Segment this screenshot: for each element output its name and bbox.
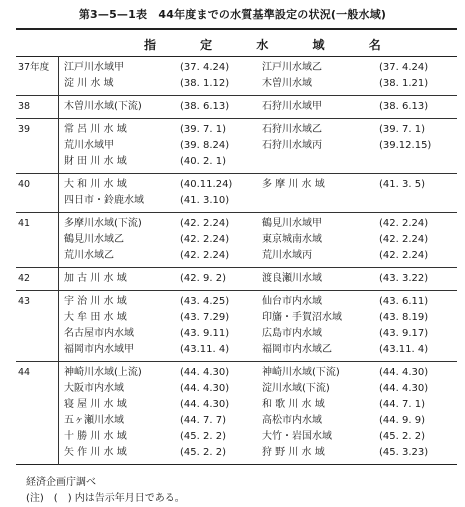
left-notice-date: (39. 8.24) bbox=[180, 140, 230, 151]
table-row bbox=[16, 294, 457, 310]
right-water-area-name: 東京城南水域 bbox=[262, 234, 322, 245]
right-notice-date: (45. 2. 2) bbox=[379, 431, 425, 442]
left-notice-date: (44. 4.30) bbox=[180, 367, 230, 378]
year-group bbox=[16, 174, 457, 213]
table-row bbox=[16, 154, 457, 170]
left-notice-date: (43. 7.29) bbox=[180, 312, 230, 323]
left-water-area-name: 大 牟 田 水 域 bbox=[64, 312, 127, 323]
year-group bbox=[16, 268, 457, 291]
left-notice-date: (40. 2. 1) bbox=[180, 156, 226, 167]
fiscal-year: 40 bbox=[18, 179, 31, 190]
right-water-area-name: 石狩川水域乙 bbox=[262, 124, 322, 135]
column-divider bbox=[58, 56, 59, 465]
table-row bbox=[16, 429, 457, 445]
left-notice-date: (45. 2. 2) bbox=[180, 447, 226, 458]
table-row bbox=[16, 381, 457, 397]
left-water-area-name: 宇 治 川 水 域 bbox=[64, 296, 127, 307]
fiscal-year: 42 bbox=[18, 273, 31, 284]
table-title: 第3—5—1表 44年度までの水質基準設定の状況(一般水域) bbox=[78, 8, 387, 21]
right-notice-date: (42. 2.24) bbox=[379, 218, 429, 229]
left-water-area-name: 財 田 川 水 域 bbox=[64, 156, 127, 167]
left-notice-date: (39. 7. 1) bbox=[180, 124, 226, 135]
footnote: (注) ( ) 内は告示年月日である。 bbox=[26, 493, 185, 504]
source-note: 経済企画庁調べ bbox=[26, 477, 96, 488]
left-notice-date: (42. 9. 2) bbox=[180, 273, 226, 284]
fiscal-year: 43 bbox=[18, 296, 31, 307]
right-notice-date: (38. 1.21) bbox=[379, 78, 429, 89]
right-water-area-name: 淀川水域(下流) bbox=[262, 383, 330, 394]
left-notice-date: (38. 6.13) bbox=[180, 101, 230, 112]
year-group bbox=[16, 213, 457, 268]
left-water-area-name: 鶴見川水域乙 bbox=[64, 234, 124, 245]
right-notice-date: (42. 2.24) bbox=[379, 250, 429, 261]
left-water-area-name: 江戸川水域甲 bbox=[64, 62, 124, 73]
right-water-area-name: 大竹・岩国水域 bbox=[262, 431, 332, 442]
right-water-area-name: 石狩川水域甲 bbox=[262, 101, 322, 112]
right-notice-date: (44. 4.30) bbox=[379, 383, 429, 394]
right-water-area-name: 荒川水域丙 bbox=[262, 250, 312, 261]
left-water-area-name: 荒川水域乙 bbox=[64, 250, 114, 261]
right-water-area-name: 江戸川水域乙 bbox=[262, 62, 322, 73]
table-body bbox=[16, 57, 457, 465]
right-water-area-name: 福岡市内水域乙 bbox=[262, 344, 332, 355]
left-notice-date: (42. 2.24) bbox=[180, 218, 230, 229]
year-group bbox=[16, 291, 457, 362]
right-notice-date: (45. 3.23) bbox=[379, 447, 429, 458]
left-water-area-name: 常 呂 川 水 域 bbox=[64, 124, 127, 135]
left-water-area-name: 加 古 川 水 域 bbox=[64, 273, 127, 284]
table-row bbox=[16, 138, 457, 154]
left-notice-date: (40.11.24) bbox=[180, 179, 233, 190]
table-row bbox=[16, 177, 457, 193]
left-notice-date: (42. 2.24) bbox=[180, 250, 230, 261]
right-notice-date: (43. 9.17) bbox=[379, 328, 429, 339]
header-label: 指 定 水 域 名 bbox=[144, 38, 401, 52]
left-water-area-name: 荒川水域甲 bbox=[64, 140, 114, 151]
table-row bbox=[16, 193, 457, 209]
left-water-area-name: 大阪市内水域 bbox=[64, 383, 124, 394]
left-water-area-name: 四日市・鈴鹿水域 bbox=[64, 195, 144, 206]
right-notice-date: (44. 9. 9) bbox=[379, 415, 425, 426]
table-row bbox=[16, 326, 457, 342]
left-notice-date: (37. 4.24) bbox=[180, 62, 230, 73]
left-notice-date: (45. 2. 2) bbox=[180, 431, 226, 442]
year-group bbox=[16, 96, 457, 119]
table-row bbox=[16, 271, 457, 287]
left-notice-date: (44. 4.30) bbox=[180, 399, 230, 410]
fiscal-year: 39 bbox=[18, 124, 31, 135]
left-water-area-name: 矢 作 川 水 域 bbox=[64, 447, 127, 458]
right-notice-date: (44. 4.30) bbox=[379, 367, 429, 378]
right-water-area-name: 仙台市内水域 bbox=[262, 296, 322, 307]
table-row bbox=[16, 216, 457, 232]
table-row bbox=[16, 413, 457, 429]
table-row bbox=[16, 248, 457, 264]
right-water-area-name: 渡良瀬川水域 bbox=[262, 273, 322, 284]
right-water-area-name: 神崎川水域(下流) bbox=[262, 367, 340, 378]
right-water-area-name: 広島市内水域 bbox=[262, 328, 322, 339]
table-row bbox=[16, 342, 457, 358]
water-standards-table bbox=[16, 28, 457, 465]
right-water-area-name: 石狩川水域丙 bbox=[262, 140, 322, 151]
left-water-area-name: 神崎川水域(上流) bbox=[64, 367, 142, 378]
left-notice-date: (44. 7. 7) bbox=[180, 415, 226, 426]
right-water-area-name: 印旛・手賀沼水域 bbox=[262, 312, 342, 323]
right-notice-date: (37. 4.24) bbox=[379, 62, 429, 73]
table-row bbox=[16, 365, 457, 381]
right-water-area-name: 高松市内水域 bbox=[262, 415, 322, 426]
left-notice-date: (43.11. 4) bbox=[180, 344, 230, 355]
year-group bbox=[16, 57, 457, 96]
right-notice-date: (44. 7. 1) bbox=[379, 399, 425, 410]
right-water-area-name: 鶴見川水域甲 bbox=[262, 218, 322, 229]
year-group bbox=[16, 119, 457, 174]
table-row bbox=[16, 445, 457, 461]
fiscal-year: 41 bbox=[18, 218, 31, 229]
left-water-area-name: 名古屋市内水域 bbox=[64, 328, 134, 339]
fiscal-year: 38 bbox=[18, 101, 31, 112]
right-notice-date: (43. 3.22) bbox=[379, 273, 429, 284]
right-notice-date: (38. 6.13) bbox=[379, 101, 429, 112]
left-water-area-name: 木曽川水域(下流) bbox=[64, 101, 142, 112]
left-water-area-name: 淀 川 水 域 bbox=[64, 78, 114, 89]
left-notice-date: (43. 9.11) bbox=[180, 328, 230, 339]
fiscal-year: 44 bbox=[18, 367, 31, 378]
left-water-area-name: 大 和 川 水 域 bbox=[64, 179, 127, 190]
left-water-area-name: 十 勝 川 水 域 bbox=[64, 431, 127, 442]
table-row bbox=[16, 76, 457, 92]
fiscal-year: 37年度 bbox=[18, 62, 50, 73]
left-water-area-name: 寝 屋 川 水 域 bbox=[64, 399, 127, 410]
table-row bbox=[16, 122, 457, 138]
left-notice-date: (41. 3.10) bbox=[180, 195, 230, 206]
left-notice-date: (38. 1.12) bbox=[180, 78, 230, 89]
right-water-area-name: 狩 野 川 水 域 bbox=[262, 447, 325, 458]
right-water-area-name: 和 歌 川 水 域 bbox=[262, 399, 325, 410]
table-row bbox=[16, 232, 457, 248]
table-header bbox=[16, 28, 457, 57]
right-water-area-name: 木曽川水域 bbox=[262, 78, 312, 89]
table-row bbox=[16, 60, 457, 76]
left-water-area-name: 多摩川水域(下流) bbox=[64, 218, 142, 229]
year-group bbox=[16, 362, 457, 465]
right-notice-date: (41. 3. 5) bbox=[379, 179, 425, 190]
left-water-area-name: 福岡市内水域甲 bbox=[64, 344, 134, 355]
right-water-area-name: 多 摩 川 水 域 bbox=[262, 179, 325, 190]
right-notice-date: (43. 8.19) bbox=[379, 312, 429, 323]
table-row bbox=[16, 310, 457, 326]
right-notice-date: (39.12.15) bbox=[379, 140, 432, 151]
right-notice-date: (39. 7. 1) bbox=[379, 124, 425, 135]
table-row bbox=[16, 397, 457, 413]
left-notice-date: (44. 4.30) bbox=[180, 383, 230, 394]
left-water-area-name: 五ヶ瀬川水域 bbox=[64, 415, 124, 426]
right-notice-date: (43.11. 4) bbox=[379, 344, 429, 355]
right-notice-date: (43. 6.11) bbox=[379, 296, 429, 307]
right-notice-date: (42. 2.24) bbox=[379, 234, 429, 245]
left-notice-date: (42. 2.24) bbox=[180, 234, 230, 245]
table-row bbox=[16, 99, 457, 115]
left-notice-date: (43. 4.25) bbox=[180, 296, 230, 307]
